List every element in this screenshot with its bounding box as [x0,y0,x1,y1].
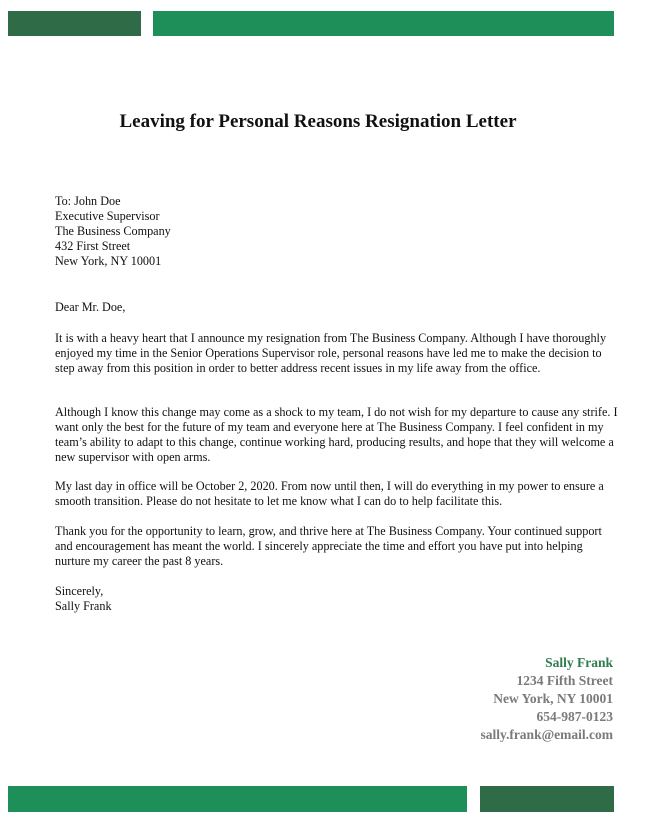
sender-phone: 654-987-0123 [536,709,613,724]
sender-name: Sally Frank [545,655,613,670]
greeting: Dear Mr. Doe, [55,300,126,314]
recipient-position: Executive Supervisor [55,209,160,223]
closing-signature-name: Sally Frank [55,599,112,613]
letter-title: Leaving for Personal Reasons Resignation Letter [119,111,517,132]
closing-block [55,584,112,614]
recipient-city: New York, NY 10001 [55,254,162,268]
top-right-accent-bar [153,11,614,36]
body-paragraph: Thank you for the opportunity to learn, grow, and thrive here at The Business Company. Your continued support and encouragement has meant the world. I sincerely appreciate the time and effort you have put into helping nurture my career the past 8 years. [55,524,602,568]
sender-street: 1234 Fifth Street [516,673,613,688]
sender-contact-block [480,654,613,744]
recipient-company: The Business Company [55,224,171,238]
sender-city: New York, NY 10001 [493,691,613,706]
recipient-name: To: John Doe [55,194,121,208]
body-paragraph: It is with a heavy heart that I announce my resignation from The Business Company. Although I have thoroughly enjoyed my time in the Senior Operations Supervisor role, personal reasons have led me to make the decision to step away from this position in order to better address recent issues in my life away from the office. [55,331,607,375]
recipient-address-block [55,194,171,269]
top-left-accent-bar [8,11,141,36]
bottom-left-accent-bar [8,786,467,812]
recipient-street: 432 First Street [55,239,131,253]
sender-email: sally.frank@email.com [480,727,613,742]
closing-salutation: Sincerely, [55,584,104,598]
body-paragraph: My last day in office will be October 2, 2020. From now until then, I will do everything in my power to ensure a smooth transition. Please do not hesitate to let me know what I can do to help facilitate this. [55,479,604,508]
bottom-right-accent-bar [480,786,614,812]
body-paragraph: Although I know this change may come as a shock to my team, I do not wish for my departure to cause any strife. I want only the best for the future of my team and everyone here at The Business Company. I feel confident in my team’s ability to adapt to this change, continue working hard, producing results, and hope that they will welcome a new supervisor with open arms. [55,405,618,464]
